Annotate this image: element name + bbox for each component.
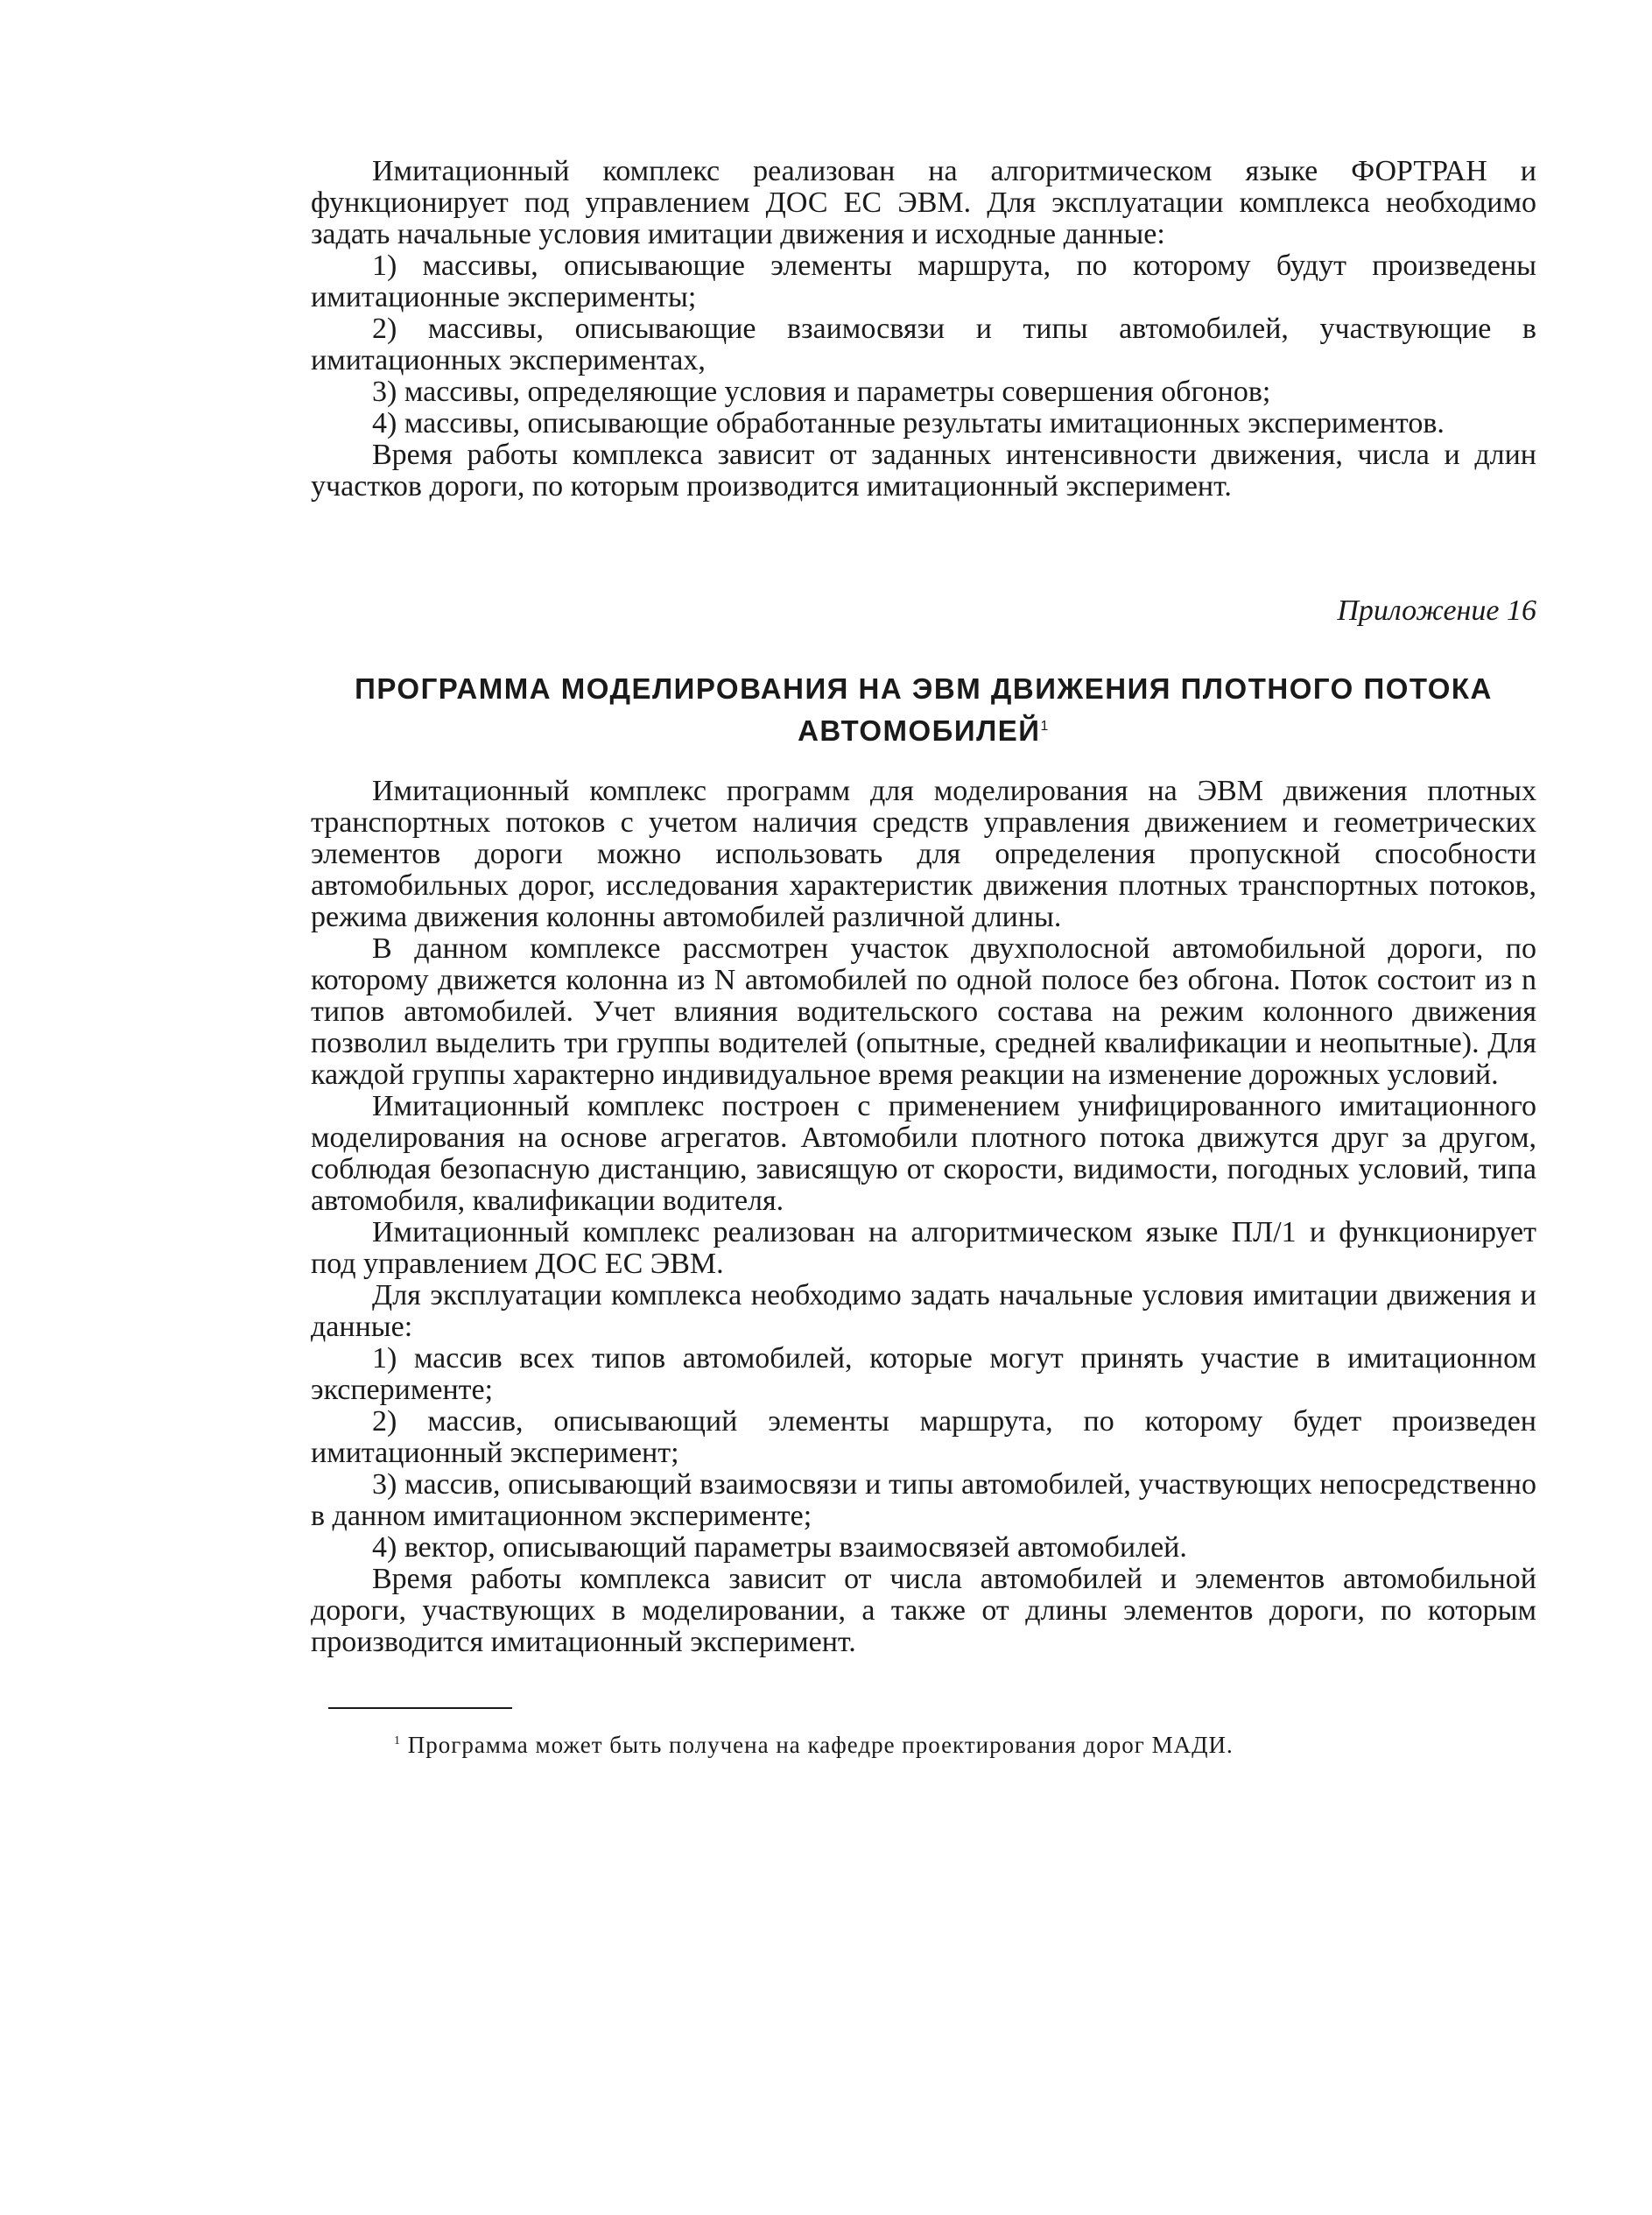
list-item: 3) массивы, определяющие условия и параметры совершения обгонов;	[372, 376, 1271, 408]
section-intro	[311, 156, 1536, 503]
title-footnote-mark: 1	[1040, 719, 1050, 734]
paragraph: Имитационный комплекс реализован на алгоритмическом языке ПЛ/1 и функционирует под управлением ДОС ЕС ЭВМ.	[311, 1216, 1536, 1280]
section-body	[311, 776, 1536, 1658]
title-text: ПРОГРАММА МОДЕЛИРОВАНИЯ НА ЭВМ ДВИЖЕНИЯ ПЛОТНОГО ПОТОКА АВТОМОБИЛЕЙ	[355, 672, 1493, 747]
list-item: 2) массив, описывающий элементы маршрута, по которому будет произведен имитационный эксперимент;	[311, 1405, 1536, 1469]
list-item: 4) массивы, описывающие обработанные результаты имитационных экспериментов.	[372, 407, 1445, 439]
document-page	[311, 156, 1536, 1758]
paragraph: В данном комплексе рассмотрен участок двухполосной автомобильной дороги, по которому движется колонна из N автомобилей по одной полосе без обгона. Поток состоит из n типов автомобилей. Учет влияния водительского состава на режим колонного движения позволил выделить три группы водителей (опытные, средней квалификации и неопытные). Для каждой группы характерно индивидуальное время реакции на изменение дорожных условий.	[311, 932, 1536, 1091]
list-item: 1) массив всех типов автомобилей, которые могут принять участие в имитационном эксперименте;	[311, 1342, 1536, 1406]
section-title	[311, 670, 1536, 749]
paragraph: Имитационный комплекс программ для моделирования на ЭВМ движения плотных транспортных потоков с учетом наличия средств управления движением и геометрических элементов дороги можно использовать для определения пропускной способности автомобильных дорог, исследования характеристик движения плотных транспортных потоков, режима движения колонны автомобилей различной длины.	[311, 775, 1536, 933]
footnote	[394, 1728, 1536, 1758]
footnote-divider	[328, 1707, 512, 1709]
list-item: 1) массивы, описывающие элементы маршрута, по которому будут произведены имитационные эксперименты;	[311, 250, 1536, 313]
list-item: 2) массивы, описывающие взаимосвязи и типы автомобилей, участвующие в имитационных экспериментах,	[311, 313, 1536, 376]
paragraph: Время работы комплекса зависит от заданных интенсивности движения, числа и длин участков дороги, по которым производится имитационный эксперимент.	[311, 439, 1536, 503]
appendix-label: Приложение 16	[1337, 594, 1536, 627]
paragraph: Для эксплуатации комплекса необходимо задать начальные условия имитации движения и данные:	[311, 1279, 1536, 1343]
list-item: 3) массив, описывающий взаимосвязи и типы автомобилей, участвующих непосредственно в данном имитационном эксперименте;	[311, 1468, 1536, 1532]
paragraph: Время работы комплекса зависит от числа автомобилей и элементов автомобильной дороги, участвующих в моделировании, а также от длины элементов дороги, по которым производится имитационный эксперимент.	[311, 1563, 1536, 1658]
footnote-text: Программа может быть получена на кафедре проектирования дорог МАДИ.	[407, 1732, 1234, 1758]
paragraph: Имитационный комплекс построен с применением унифицированного имитационного моделирования на основе агрегатов. Автомобили плотного потока движутся друг за другом, соблюдая безопасную дистанцию, зависящую от скорости, видимости, погодных условий, типа автомобиля, квалификации водителя.	[311, 1090, 1536, 1217]
paragraph: Имитационный комплекс реализован на алгоритмическом языке ФОРТРАН и функционирует под управлением ДОС ЕС ЭВМ. Для эксплуатации комплекса необходимо задать начальные условия имитации движения и исходные данные:	[311, 155, 1536, 250]
footnote-mark: 1	[394, 1734, 401, 1747]
list-item: 4) вектор, описывающий параметры взаимосвязей автомобилей.	[372, 1531, 1187, 1564]
